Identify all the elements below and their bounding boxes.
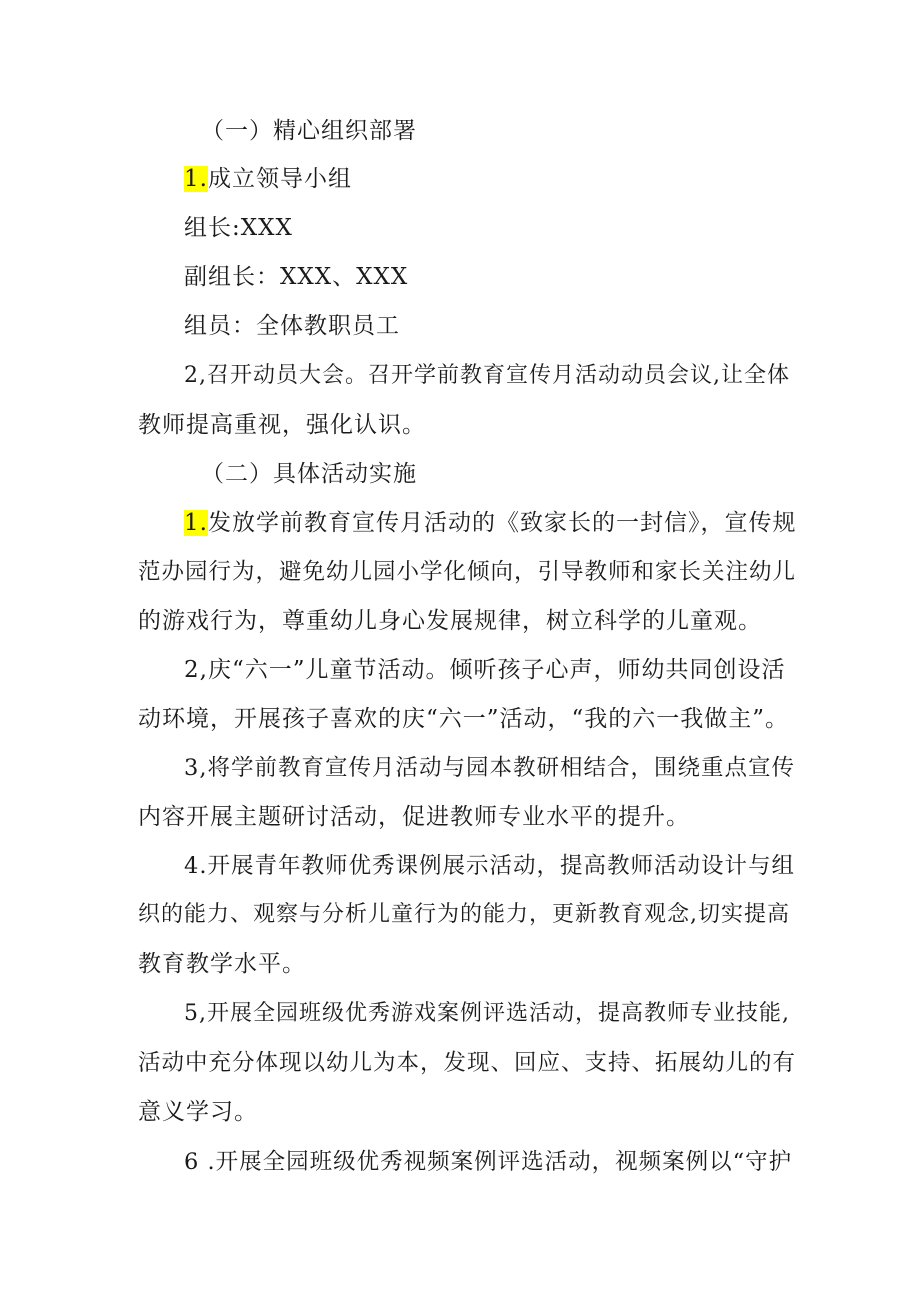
paragraph-showcase-line3: 教育教学水平。 bbox=[138, 951, 306, 977]
paragraph-game-cases-line1: 5,开展全园班级优秀游戏案例评选活动，提高教师专业技能, bbox=[184, 1001, 790, 1026]
leader-line: 组长:XXX bbox=[184, 215, 293, 241]
paragraph-showcase-line2: 织的能力、观察与分析儿童行为的能力，更新教育观念,切实提高 bbox=[138, 902, 790, 927]
paragraph-letter-line3: 的游戏行为，尊重幼儿身心发展规律，树立科学的儿童观。 bbox=[138, 608, 762, 634]
paragraph-showcase-line1: 4.开展青年教师优秀课例展示活动，提高教师活动设计与组 bbox=[184, 853, 795, 879]
paragraph-mobilization-line2: 教师提高重视，强化认识。 bbox=[138, 412, 426, 438]
highlighted-number: 1. bbox=[184, 510, 208, 536]
paragraph-mobilization-line1: 2,召开动员大会。召开学前教育宣传月活动动员会议,让全体 bbox=[184, 363, 790, 388]
paragraph-game-cases-line3: 意义学习。 bbox=[138, 1099, 258, 1125]
paragraph-letter-line2: 范办园行为，避免幼儿园小学化倾向，引导教师和家长关注幼儿 bbox=[138, 559, 797, 585]
deputy-leader-line: 副组长：XXX、XXX bbox=[184, 264, 409, 290]
item-leadership-group bbox=[184, 164, 352, 194]
item-text: 成立领导小组 bbox=[207, 166, 352, 192]
paragraph-text: 发放学前教育宣传月活动的《致家长的一封信》，宣传规 bbox=[207, 510, 797, 536]
section-heading-organization: （一）精心组织部署 bbox=[201, 118, 417, 144]
paragraph-game-cases-line2: 活动中充分体现以幼儿为本，发现、回应、支持、拓展幼儿的有 bbox=[138, 1050, 797, 1076]
highlighted-number: 1. bbox=[184, 166, 208, 192]
paragraph-video-cases-line1: 6 .开展全园班级优秀视频案例评选活动，视频案例以“守护 bbox=[184, 1149, 793, 1175]
paragraph-research-line1: 3,将学前教育宣传月活动与园本教研相结合，围绕重点宣传 bbox=[184, 755, 795, 781]
paragraph-childrens-day-line1: 2,庆“六一”儿童节活动。倾听孩子心声，师幼共同创设活 bbox=[184, 657, 786, 683]
paragraph-letter-line1 bbox=[184, 508, 796, 538]
section-heading-implementation: （二）具体活动实施 bbox=[201, 461, 417, 487]
paragraph-childrens-day-line2: 动环境，开展孩子喜欢的庆“六一”活动，“我的六一我做主”。 bbox=[138, 706, 790, 732]
members-line: 组员：全体教职员工 bbox=[184, 313, 400, 339]
paragraph-research-line2: 内容开展主题研讨活动，促进教师专业水平的提升。 bbox=[138, 804, 690, 830]
